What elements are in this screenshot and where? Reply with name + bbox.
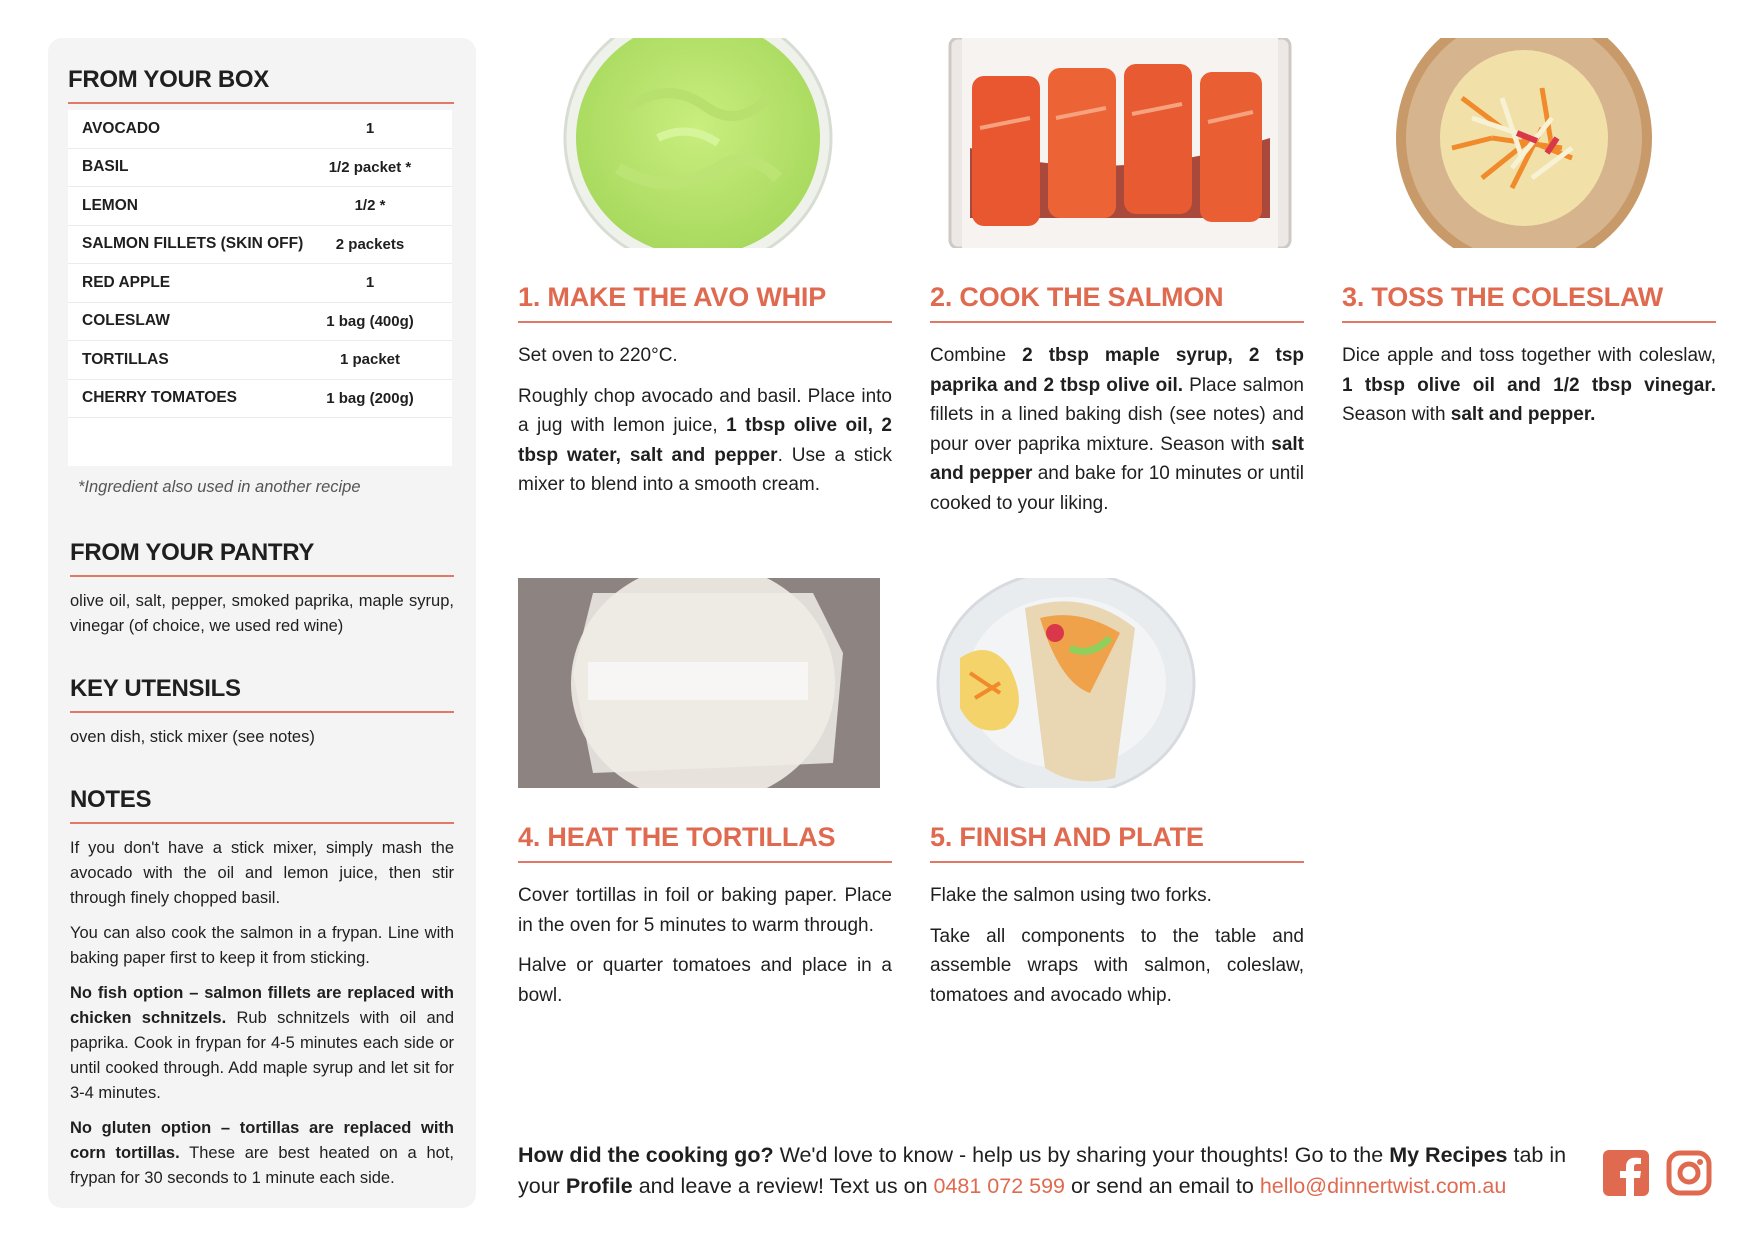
ingredient-name: AVOCADO (82, 119, 161, 137)
ingredient-name: CHERRY TOMATOES (82, 389, 238, 407)
ingredient-row (68, 303, 452, 342)
my-recipes-link[interactable]: My Recipes (1389, 1143, 1508, 1167)
note-text: Rub schnitzels with oil and paprika. Cook in frypan for 4-5 minutes each side or until cooked through. Add maple syrup and let sit for 3-4 minutes. (70, 1009, 455, 1102)
footer-text: We'd love to know - help us by sharing your thoughts! Go to the (773, 1143, 1390, 1167)
step-text-span: Combine (930, 345, 1023, 366)
step-text-span: Dice apple and toss together with coleslaw, (1342, 345, 1716, 366)
ingredient-row (68, 264, 452, 303)
feedback-footer (518, 1140, 1578, 1202)
step-4 (518, 822, 892, 1021)
step-text-span: and bake for 10 minutes or until cooked to your liking. (930, 463, 1305, 514)
step-bold-span: 2 tbsp maple syrup, 2 tsp paprika and 2 tbsp olive oil. (930, 345, 1304, 396)
step-text-span: Place salmon fillets in a lined baking dish (see notes) and pour over paprika mixture. Season with (930, 374, 1304, 455)
profile-link[interactable]: Profile (565, 1174, 633, 1198)
facebook-icon[interactable] (1603, 1150, 1649, 1196)
email-link[interactable]: hello@dinnertwist.com.au (1259, 1174, 1507, 1198)
note-text: These are best heated on a hot, frypan for 30 seconds to 1 minute each side. (70, 1144, 454, 1187)
tortillas-photo (518, 578, 880, 788)
ingredients-sidebar (48, 38, 476, 1208)
note-paragraph (70, 1116, 454, 1191)
ingredient-qty: 1 bag (200g) (326, 389, 414, 407)
ingredient-qty: 1 (365, 274, 375, 292)
utensils-text: oven dish, stick mixer (see notes) (70, 728, 315, 746)
step-1-title: 1. MAKE THE AVO WHIP (518, 282, 892, 323)
step-3-title: 3. TOSS THE COLESLAW (1342, 282, 1716, 323)
footer-text: or send an email to (1065, 1174, 1260, 1198)
ingredient-qty: 2 packets (335, 235, 405, 253)
note-paragraph: If you don't have a stick mixer, simply mash the avocado with the oil and lemon juice, then stir through finely chopped basil. (70, 839, 454, 907)
ingredient-name: COLESLAW (82, 312, 170, 330)
ingredient-qty: 1 packet (339, 351, 401, 369)
step-1-text (518, 382, 892, 500)
step-text-span: Roughly chop avocado and basil. Place into a jug with lemon juice, (518, 385, 892, 436)
step-2-text (930, 341, 1304, 518)
ingredient-qty: 1/2 * (354, 197, 386, 215)
note-bold: No fish option – salmon fillets are replaced with chicken schnitzels. (70, 984, 454, 1027)
step-5-text: Flake the salmon using two forks. (930, 885, 1212, 906)
from-your-pantry-heading: FROM YOUR PANTRY (70, 539, 454, 577)
step-5-title: 5. FINISH AND PLATE (930, 822, 1304, 863)
ingredient-footnote: *Ingredient also used in another recipe (78, 478, 361, 496)
ingredient-name: TORTILLAS (82, 350, 169, 368)
step-5 (930, 822, 1304, 1021)
ingredient-name: LEMON (82, 196, 138, 214)
step-text-span: Season with (1342, 404, 1451, 425)
note-paragraph (70, 981, 454, 1106)
from-your-box-heading: FROM YOUR BOX (68, 66, 454, 104)
ingredient-qty: 1 (365, 120, 375, 138)
step-2 (930, 282, 1304, 529)
instagram-icon[interactable] (1666, 1150, 1712, 1196)
ingredient-qty: 1 bag (400g) (326, 312, 414, 330)
coleslaw-photo (1342, 38, 1716, 248)
ingredient-row (68, 110, 452, 149)
avo-whip-photo (518, 38, 892, 248)
ingredient-name: SALMON FILLETS (SKIN OFF) (82, 235, 304, 253)
ingredient-row (68, 341, 452, 380)
ingredient-row (68, 149, 452, 188)
note-bold: No gluten option – tortillas are replaced with corn tortillas. (70, 1119, 454, 1162)
footer-text: and leave a review! Text us on (632, 1174, 934, 1198)
notes-heading: NOTES (70, 786, 454, 824)
step-3 (1342, 282, 1716, 441)
key-utensils-heading: KEY UTENSILS (70, 675, 454, 713)
ingredient-row (68, 226, 452, 265)
pantry-text: olive oil, salt, pepper, smoked paprika, maple syrup, vinegar (of choice, we used red wine) (70, 592, 454, 635)
notes-section (70, 786, 454, 1191)
step-bold-span: 1 tbsp olive oil and 1/2 tbsp vinegar. (1342, 374, 1716, 396)
step-bold-span: 1 tbsp olive oil, 2 tbsp water, salt and pepper (518, 415, 892, 466)
step-4-title: 4. HEAT THE TORTILLAS (518, 822, 892, 863)
step-1 (518, 282, 892, 511)
step-5-text: Take all components to the table and assemble wraps with salmon, coleslaw, tomatoes and avocado whip. (930, 925, 1304, 1006)
pantry-section (70, 539, 454, 639)
ingredient-row (68, 187, 452, 226)
step-1-text: Set oven to 220°C. (518, 345, 678, 366)
step-4-text: Halve or quarter tomatoes and place in a bowl. (518, 955, 892, 1006)
utensils-section (70, 675, 454, 750)
step-bold-span: salt and pepper (930, 433, 1304, 484)
ingredient-empty-row (68, 418, 452, 466)
salmon-photo (930, 38, 1304, 248)
feedback-question: How did the cooking go? (518, 1143, 774, 1167)
step-2-title: 2. COOK THE SALMON (930, 282, 1304, 323)
ingredients-table (68, 110, 452, 466)
ingredient-name: RED APPLE (82, 273, 171, 291)
phone-link[interactable]: 0481 072 599 (933, 1174, 1066, 1198)
ingredient-row (68, 380, 452, 419)
ingredient-name: BASIL (82, 158, 129, 176)
note-paragraph: You can also cook the salmon in a frypan. Line with baking paper first to keep it from sticking. (70, 924, 454, 967)
step-4-text: Cover tortillas in foil or baking paper. Place in the oven for 5 minutes to warm through. (518, 885, 892, 936)
footer-text: tab in your (518, 1143, 1567, 1198)
step-text-span: . Use a stick mixer to blend into a smooth cream. (518, 444, 892, 495)
plated-wrap-photo (930, 578, 1304, 788)
step-bold-span: salt and pepper. (1450, 404, 1596, 425)
step-3-text (1342, 341, 1716, 430)
ingredient-qty: 1/2 packet * (328, 158, 412, 176)
